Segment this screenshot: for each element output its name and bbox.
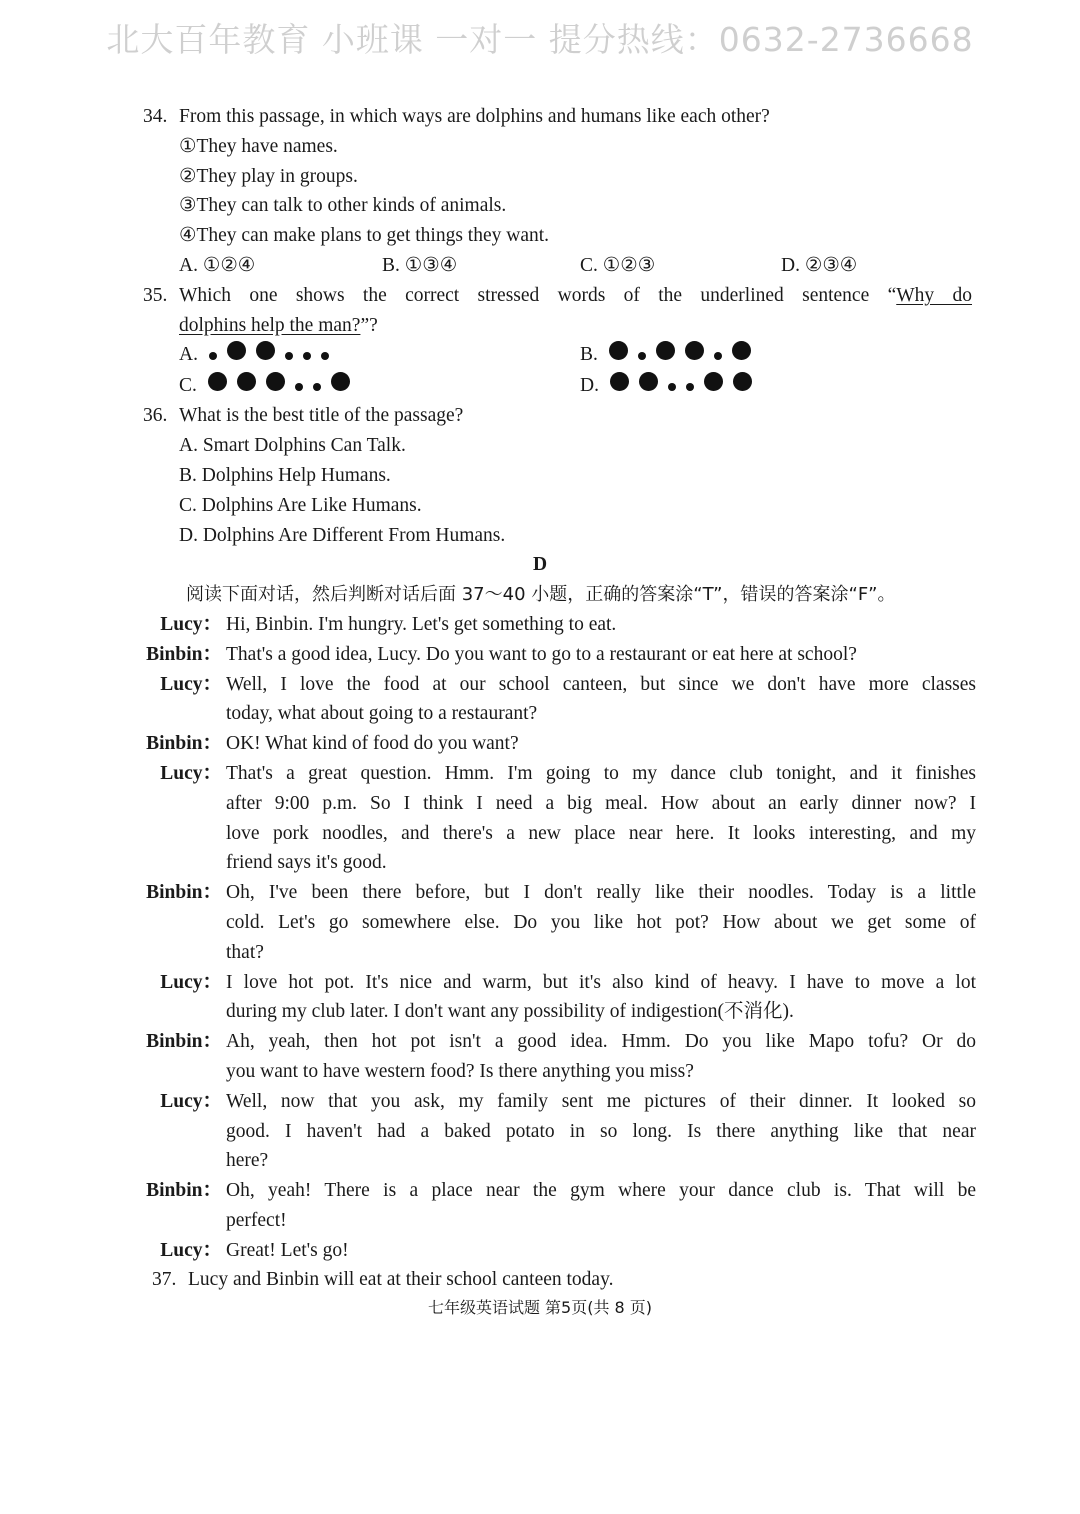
dialogue-line: [0, 848, 1080, 878]
section-instruction: 阅读下面对话，然后判断对话后面 37～40 小题，正确的答案涂“T”，错误的答案涂“F”。: [186, 584, 896, 606]
underlined-sentence: Why do: [896, 284, 972, 306]
dialogue-text: today, what about going to a restaurant?: [226, 703, 538, 725]
unstressed-dot: [686, 383, 694, 391]
unstressed-dot: [714, 352, 722, 360]
unstressed-dot: [285, 352, 293, 360]
unstressed-dot: [321, 352, 329, 360]
dialogue-text: Well, I love the food at our school canteen, but since we don't have more classes: [226, 673, 976, 695]
unstressed-dot: [313, 383, 321, 391]
question-number: 34.: [143, 106, 168, 127]
question-number: 35.: [143, 284, 168, 306]
stressed-dot: [610, 372, 629, 391]
dialogue-text: That's a great question. Hmm. I'm going to my dance club tonight, and it finishes: [226, 762, 976, 784]
question-text: From this passage, in which ways are dolphins and humans like each other?: [179, 106, 770, 127]
dialogue-line: [0, 670, 1080, 700]
speaker-name: Lucy：: [160, 971, 222, 993]
dialogue-text: perfect!: [226, 1209, 287, 1231]
statement-item: ①They have names.: [179, 135, 338, 157]
dialogue-text: Oh, I've been there before, but I don't really like their noodles. Today is a little: [226, 882, 976, 904]
dialogue-line: [0, 640, 1080, 670]
stress-dots: [605, 371, 757, 401]
option-b[interactable]: B.: [580, 340, 756, 370]
stressed-dot: [609, 341, 628, 360]
stressed-dot: [656, 341, 675, 360]
dialogue-line: [0, 1117, 1080, 1147]
dialogue-text: cold. Let's go somewhere else. Do you like hot pot? How about we get some of: [226, 911, 976, 933]
speaker-name: Lucy：: [160, 1239, 222, 1261]
stress-dots: [604, 340, 756, 370]
watermark: 北大百年教育 小班课 一对一 提分热线：0632-2736668: [106, 20, 974, 59]
stressed-dot: [227, 341, 246, 360]
speaker-name: Lucy：: [160, 1090, 222, 1112]
statement-item: ④They can make plans to get things they want.: [179, 225, 550, 247]
dialogue-line: [0, 968, 1080, 998]
speaker-name: Binbin：: [146, 882, 222, 904]
dialogue-text: love pork noodles, and there's a new place near here. It looks interesting, and my: [226, 822, 976, 844]
statement-item: ②They play in groups.: [179, 165, 358, 187]
dialogue-line: [0, 1176, 1080, 1206]
dialogue-text: after 9:00 p.m. So I think I need a big meal. How about an early dinner now? I: [226, 792, 976, 814]
page-footer: 七年级英语试题 第5页(共 8 页): [427, 1298, 653, 1317]
statement-item: ③They can talk to other kinds of animals.: [179, 195, 507, 217]
question-35: [0, 281, 1080, 311]
unstressed-dot: [295, 383, 303, 391]
option-c[interactable]: C. Dolphins Are Like Humans.: [179, 494, 422, 516]
speaker-name: Binbin：: [146, 1031, 222, 1053]
dialogue-text: during my club later. I don't want any possibility of indigestion(不消化).: [226, 1001, 794, 1023]
dialogue-line: [0, 1236, 1080, 1266]
dialogue-line: [0, 759, 1080, 789]
option-c[interactable]: C.: [179, 371, 355, 401]
unstressed-dot: [303, 352, 311, 360]
options-row: [0, 251, 1080, 281]
speaker-name: Binbin：: [146, 643, 222, 665]
stress-dots: [204, 340, 334, 370]
dialogue-line: [0, 908, 1080, 938]
question-text: Lucy and Binbin will eat at their school canteen today.: [188, 1269, 614, 1291]
question-36: [0, 401, 1080, 431]
speaker-name: Lucy：: [160, 613, 222, 635]
question-number: 37.: [152, 1269, 177, 1291]
question-number: 36.: [143, 405, 168, 427]
dialogue-text: good. I haven't had a baked potato in so long. Is there anything like that near: [226, 1120, 976, 1142]
unstressed-dot: [209, 352, 217, 360]
unstressed-dot: [638, 352, 646, 360]
question-text: What is the best title of the passage?: [179, 405, 464, 427]
dialogue-text: Hi, Binbin. I'm hungry. Let's get something to eat.: [226, 613, 617, 635]
dialogue-line: [0, 878, 1080, 908]
dialogue-line: [0, 699, 1080, 729]
option-b[interactable]: B. ①③④: [382, 254, 458, 276]
question-text: Which one shows the correct stressed words of the underlined sentence “Why do: [179, 284, 972, 306]
exam-page: 34. From this passage, in which ways are dolphins and humans like each other? ①They have names. ②They play in groups. ③They can talk to other kinds of animals. ④They can make plans to get things they want. A. ①②④ B. ①③④ C. ①②③ D. ②③④ 35. Which one shows the correct stressed words of the underlined sentence “Why do dolphins help the man?”? A. B. C. D. 36. What is the best title of the passage? A. Smart Dolphins Can Talk. B. Dolphins Help Humans. C. Dolphins Are Like Humans. D. Dolphins Are Different From Humans. D 阅读下面对话，然后判断对话后面 37～40 小题，正确的答案涂“T”，错误的答案涂“F”。 Lucy： Hi, Binbin. I'm hungry. Let's get something to eat. Binbin： That's a good idea, Lucy. Do you want to go to a restaurant or eat here at school? Lucy： Well, I love the food at our school canteen, but since we don't have more classes today, what about going to a restaurant? Binbin： OK! What kind of food do you want? Lucy： That's a great question. Hmm. I'm going to my dance club tonight, and it finishes after 9:00 p.m. So I think I need a big meal. How about an early dinner now? I love pork noodles, and there's a new place near here. It looks interesting, and my friend says it's good. Binbin： Oh, I've been there before, but I don't really like their noodles. Today is a little cold. Let's go somewhere else. Do you like hot pot? How about we get some of that? Lucy： I love hot pot. It's nice and warm, but it's also kind of heavy. I have to move a lot during my club later. I don't want any possibility of indigestion(不消化). Binbin： Ah, yeah, then hot pot isn't a good idea. Hmm. Do you like Mapo tofu? Or do you want to have western food? Is there anything you miss? Lucy： Well, now that you ask, my family sent me pictures of their dinner. It looked so good. I haven't had a baked potato in so long. Is there anything like that near here? Binbin： Oh, yeah! There is a place near the gym where your dance club is. That will be perfect! Lucy： Great! Let's go! 37. Lucy and Binbin will eat at their school canteen today.: [0, 102, 1080, 1295]
stress-dots: [203, 371, 355, 401]
dialogue-line: [0, 1087, 1080, 1117]
dialogue-text: here?: [226, 1150, 269, 1172]
dialogue-line: [0, 1057, 1080, 1087]
dialogue-line: [0, 997, 1080, 1027]
stressed-dot: [208, 372, 227, 391]
speaker-name: Binbin：: [146, 733, 222, 755]
stressed-dot: [639, 372, 658, 391]
option-a[interactable]: A.: [179, 340, 334, 370]
dialogue: [0, 610, 1080, 1266]
dialogue-text: Great! Let's go!: [226, 1239, 349, 1261]
section-letter: D: [532, 554, 548, 576]
unstressed-dot: [668, 383, 676, 391]
options-row: [0, 340, 1080, 371]
stressed-dot: [704, 372, 723, 391]
dialogue-line: [0, 1146, 1080, 1176]
dialogue-line: [0, 789, 1080, 819]
dialogue-text: that?: [226, 941, 264, 963]
dialogue-line: [0, 610, 1080, 640]
option-d[interactable]: D.: [580, 371, 757, 401]
dialogue-text: I love hot pot. It's nice and warm, but it's also kind of heavy. I have to move a lot: [226, 971, 976, 993]
question-34: [0, 102, 1080, 132]
question-37: [0, 1265, 1080, 1295]
stressed-dot: [331, 372, 350, 391]
stressed-dot: [733, 372, 752, 391]
stressed-dot: [732, 341, 751, 360]
option-b[interactable]: B. Dolphins Help Humans.: [179, 464, 391, 486]
options-row: [0, 371, 1080, 402]
dialogue-text: friend says it's good.: [226, 852, 387, 874]
speaker-name: Binbin：: [146, 1180, 222, 1202]
speaker-name: Lucy：: [160, 762, 222, 784]
stressed-dot: [256, 341, 275, 360]
stressed-dot: [237, 372, 256, 391]
dialogue-text: Oh, yeah! There is a place near the gym where your dance club is. That will be: [226, 1180, 976, 1202]
dialogue-line: [0, 729, 1080, 759]
stressed-dot: [266, 372, 285, 391]
option-a[interactable]: A. ①②④: [179, 254, 256, 276]
dialogue-text: OK! What kind of food do you want?: [226, 733, 519, 755]
speaker-name: Lucy：: [160, 673, 222, 695]
dialogue-text: Ah, yeah, then hot pot isn't a good idea. Hmm. Do you like Mapo tofu? Or do: [226, 1031, 976, 1053]
dialogue-text: That's a good idea, Lucy. Do you want to go to a restaurant or eat here at school?: [226, 643, 857, 665]
underlined-sentence: dolphins help the man?: [179, 314, 361, 336]
option-c[interactable]: C. ①②③: [580, 254, 656, 276]
stressed-dot: [685, 341, 704, 360]
dialogue-line: [0, 1027, 1080, 1057]
dialogue-line: [0, 1206, 1080, 1236]
option-d[interactable]: D. Dolphins Are Different From Humans.: [179, 524, 506, 546]
dialogue-text: Well, now that you ask, my family sent me pictures of their dinner. It looked so: [226, 1090, 976, 1112]
dialogue-line: [0, 819, 1080, 849]
dialogue-text: you want to have western food? Is there anything you miss?: [226, 1060, 694, 1082]
dialogue-line: [0, 938, 1080, 968]
option-a[interactable]: A. Smart Dolphins Can Talk.: [179, 435, 406, 457]
option-d[interactable]: D. ②③④: [781, 254, 858, 276]
